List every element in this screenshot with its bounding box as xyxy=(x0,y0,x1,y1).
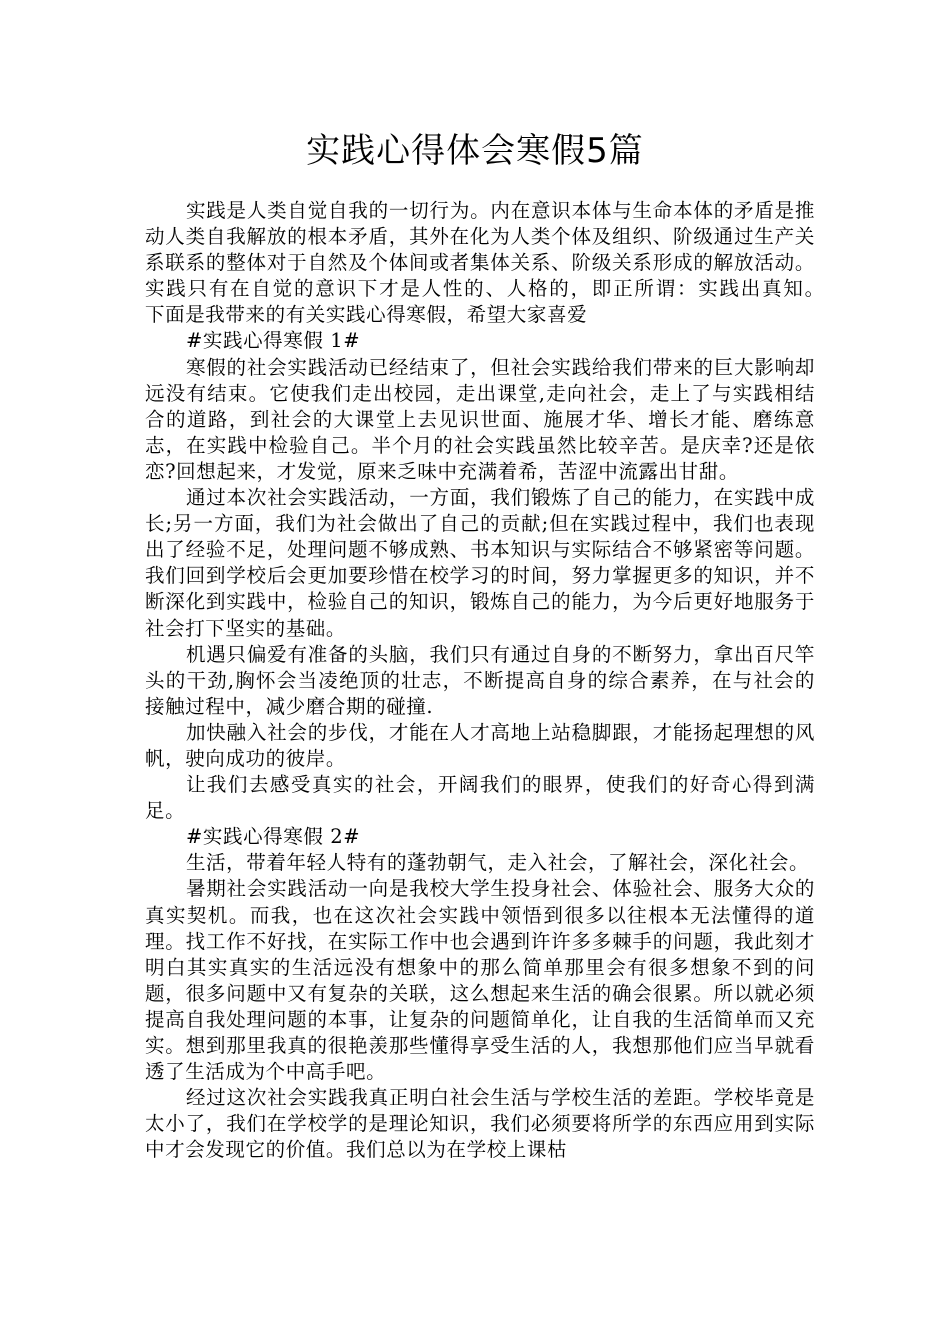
section-heading-1: #实践心得寒假 1# xyxy=(185,329,361,353)
section-heading-2: #实践心得寒假 2# xyxy=(185,825,361,849)
paragraph: 经过这次社会实践我真正明白社会生活与学校生活的差距。学校毕竟是太小了，我们在学校学的是理论知识，我们必须要将所学的东西应用到实际中才会发现它的价值。我们总以为在学校上课枯 xyxy=(145,1086,815,1162)
paragraph: 生活，带着年轻人特有的蓬勃朝气，走入社会，了解社会，深化社会。 xyxy=(185,851,810,875)
paragraph-intro: 实践是人类自觉自我的一切行为。内在意识本体与生命本体的矛盾是推动人类自我解放的根本矛盾，其外在化为人类个体及组织、阶级通过生产关系联系的整体对于自然及个体间或者集体关系、阶级关系形成的解放活动。实践只有在自觉的意识下才是人性的、人格的，即正所谓：实践出真知。 下面是我带来的有关实践心得寒假，希望大家喜爱 xyxy=(145,199,856,327)
paragraph: 机遇只偏爱有准备的头脑，我们只有通过自身的不断努力，拿出百尺竿头的干劲,胸怀会当凌绝顶的壮志，不断提高自身的综合素养，在与社会的接触过程中，减少磨合期的碰撞. xyxy=(145,642,815,718)
paragraph: 暑期社会实践活动一向是我校大学生投身社会、体验社会、服务大众的真实契机。而我，也在这次社会实践中领悟到很多以往根本无法懂得的道理。找工作不好找，在实际工作中也会遇到许许多多棘手的问题，我此刻才明白其实真实的生活远没有想象中的那么简单那里会有很多想象不到的问题，很多问题中又有复杂的关联，这么想起来生活的确会很累。所以就必须提高自我处理问题的本事，让复杂的问题简单化，让自我的生活简单而又充实。想到那里我真的很艳羡那些懂得享受生活的人，我想那他们应当早就看透了生活成为个中高手吧。 xyxy=(145,877,815,1084)
paragraph: 通过本次社会实践活动，一方面，我们锻炼了自己的能力，在实践中成长;另一方面，我们为社会做出了自己的贡献;但在实践过程中，我们也表现出了经验不足，处理问题不够成熟、书本知识与实际结合不够紧密等问题。我们回到学校后会更加要珍惜在校学习的时间，努力掌握更多的知识，并不断深化到实践中，检验自己的知识，锻炼自己的能力，为今后更好地服务于社会打下坚实的基础。 xyxy=(145,486,815,640)
paragraph: 让我们去感受真实的社会，开阔我们的眼界，使我们的好奇心得到满足。 xyxy=(145,773,815,823)
document-title: 实践心得体会寒假5篇 xyxy=(306,131,644,171)
paragraph: 加快融入社会的步伐，才能在人才高地上站稳脚跟，才能扬起理想的风帆，驶向成功的彼岸。 xyxy=(145,720,815,770)
paragraph: 寒假的社会实践活动已经结束了，但社会实践给我们带来的巨大影响却远没有结束。它使我们走出校园，走出课堂,走向社会，走上了与实践相结合的道路，到社会的大课堂上去见识世面、施展才华、增长才能、磨练意志，在实践中检验自己。半个月的社会实践虽然比较辛苦。是庆幸?还是依恋?回想起来，才发觉，原来乏味中充满着希，苦涩中流露出甘甜。 xyxy=(145,355,815,483)
document-body xyxy=(145,198,856,1163)
